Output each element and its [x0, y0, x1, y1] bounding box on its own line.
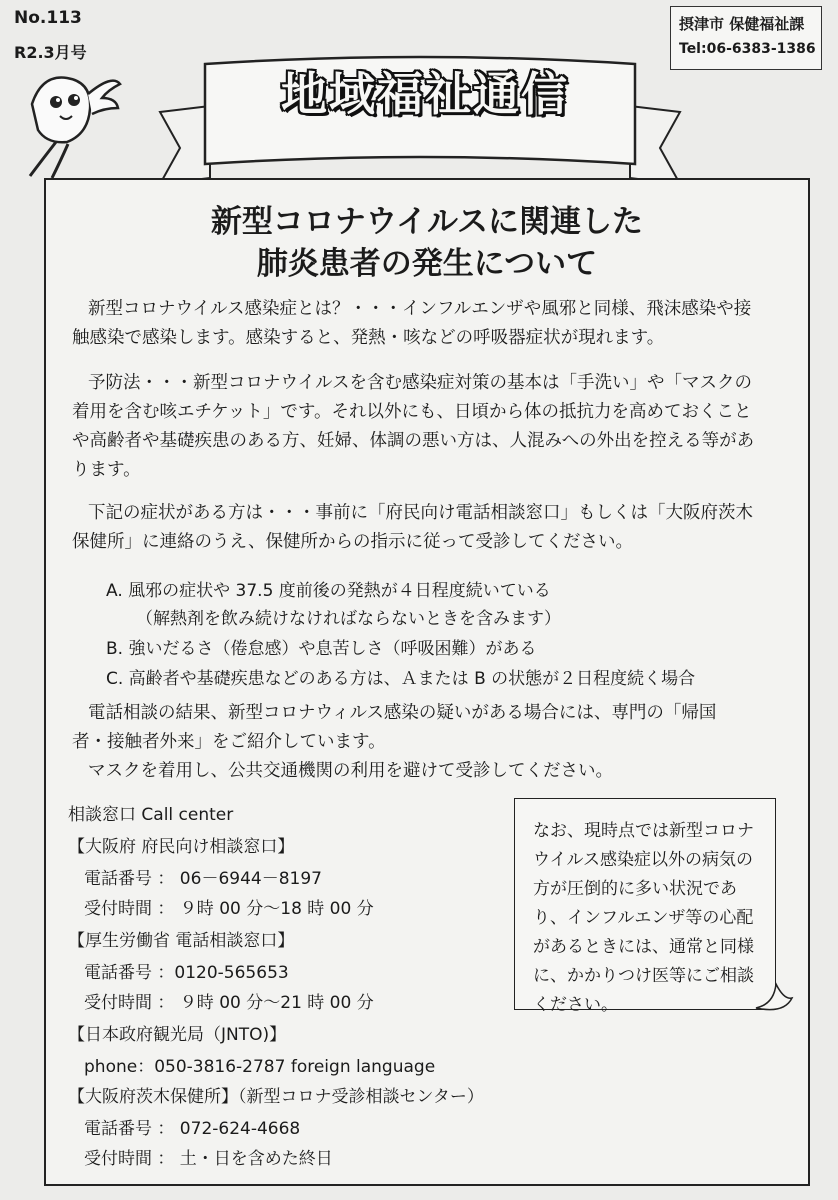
- symptoms-line-1: 下記の症状がある方は・・・事前に「府民向け電話相談窓口」もしくは「大阪府茨木: [88, 503, 753, 523]
- consult-result-line-2: 者・接触者外来」をご紹介しています。: [72, 732, 386, 752]
- consult-result-line-3: マスクを着用し、公共交通機関の利用を避けて受診してください。: [88, 761, 613, 781]
- condition-a: A. 風邪の症状や 37.5 度前後の発熱が４日程度続いている: [106, 581, 551, 601]
- osaka-contact-hours: 受付時間 ： ９時 00 分～18 時 00 分: [84, 899, 374, 919]
- note-text: なお、現時点では新型コロナウイルス感染症以外の病気の方が圧倒的に多い状況であり、インフルエンザ等の心配があるときには、通常と同様に、かかりつけ医等にご相談ください。: [533, 821, 754, 1015]
- ibaraki-contact-label: 【大阪府茨木保健所】（新型コロナ受診相談センター）: [68, 1087, 484, 1107]
- mhlw-contact-label: 【厚生労働省 電話相談窓口】: [68, 931, 295, 951]
- note-box: [514, 798, 776, 1015]
- prevention-line-4: ります。: [72, 460, 141, 480]
- newsletter-title: 地域福祉通信: [281, 67, 569, 121]
- office-name: 摂津市 保健福祉課: [679, 15, 805, 33]
- page-curl-icon: [754, 978, 794, 1018]
- article-box: [44, 178, 810, 1186]
- condition-a-note: （解熱剤を飲み続けなければならないときを含みます）: [136, 609, 561, 629]
- ibaraki-contact-phone: 電話番号 ： 072-624-4668: [84, 1119, 301, 1139]
- condition-b: B. 強いだるさ（倦怠感）や息苦しさ（呼吸困難）がある: [106, 639, 537, 659]
- jnto-contact-label: 【日本政府観光局（JNTO)】: [68, 1025, 287, 1045]
- intro-line-1: 新型コロナウイルス感染症とは？・・・インフルエンザや風邪と同様、飛沫感染や接: [88, 299, 752, 319]
- mhlw-contact-hours: 受付時間 ： ９時 00 分～21 時 00 分: [84, 993, 374, 1013]
- prevention-line-3: や高齢者や基礎疾患のある方、妊婦、体調の悪い方は、人混みへの外出を控える等があ: [72, 431, 755, 451]
- ibaraki-contact-hours: 受付時間 ： 土・日を含めた終日: [84, 1149, 333, 1169]
- mascot-bird-icon: [12, 64, 122, 182]
- headline-line-1: 新型コロナウイルスに関連した: [210, 204, 644, 240]
- intro-line-2: 触感染で感染します。感染すると、発熱・咳などの呼吸器症状が現れます。: [72, 328, 665, 348]
- contacts-heading: 相談窓口 Call center: [68, 805, 234, 825]
- condition-c: C. 高齢者や基礎疾患などのある方は、Ａまたは B の状態が２日程度続く場合: [106, 669, 696, 689]
- prevention-line-1: 予防法・・・新型コロナウイルスを含む感染症対策の基本は「手洗い」や「マスクの: [88, 373, 752, 393]
- issue-date: R2.3月号: [14, 43, 87, 62]
- consult-result-line-1: 電話相談の結果、新型コロナウィルス感染の疑いがある場合には、専門の「帰国: [88, 703, 717, 723]
- prevention-line-2: 着用を含む咳エチケット」です。それ以外にも、日頃から体の抵抗力を高めておくこと: [72, 402, 752, 422]
- office-tel: Tel:06-6383-1386: [679, 41, 816, 57]
- osaka-contact-phone: 電話番号 ： 06－6944－8197: [84, 869, 322, 889]
- jnto-contact-phone: phone：050-3816-2787 foreign language: [84, 1057, 436, 1077]
- symptoms-line-2: 保健所」に連絡のうえ、保健所からの指示に従って受診してください。: [72, 532, 634, 552]
- headline-line-2: 肺炎患者の発生について: [256, 246, 598, 282]
- osaka-contact-label: 【大阪府 府民向け相談窓口】: [68, 837, 295, 857]
- office-contact-box: [670, 6, 822, 70]
- mhlw-contact-phone: 電話番号 ：0120-565653: [84, 963, 289, 983]
- issue-number: No.113: [14, 8, 82, 28]
